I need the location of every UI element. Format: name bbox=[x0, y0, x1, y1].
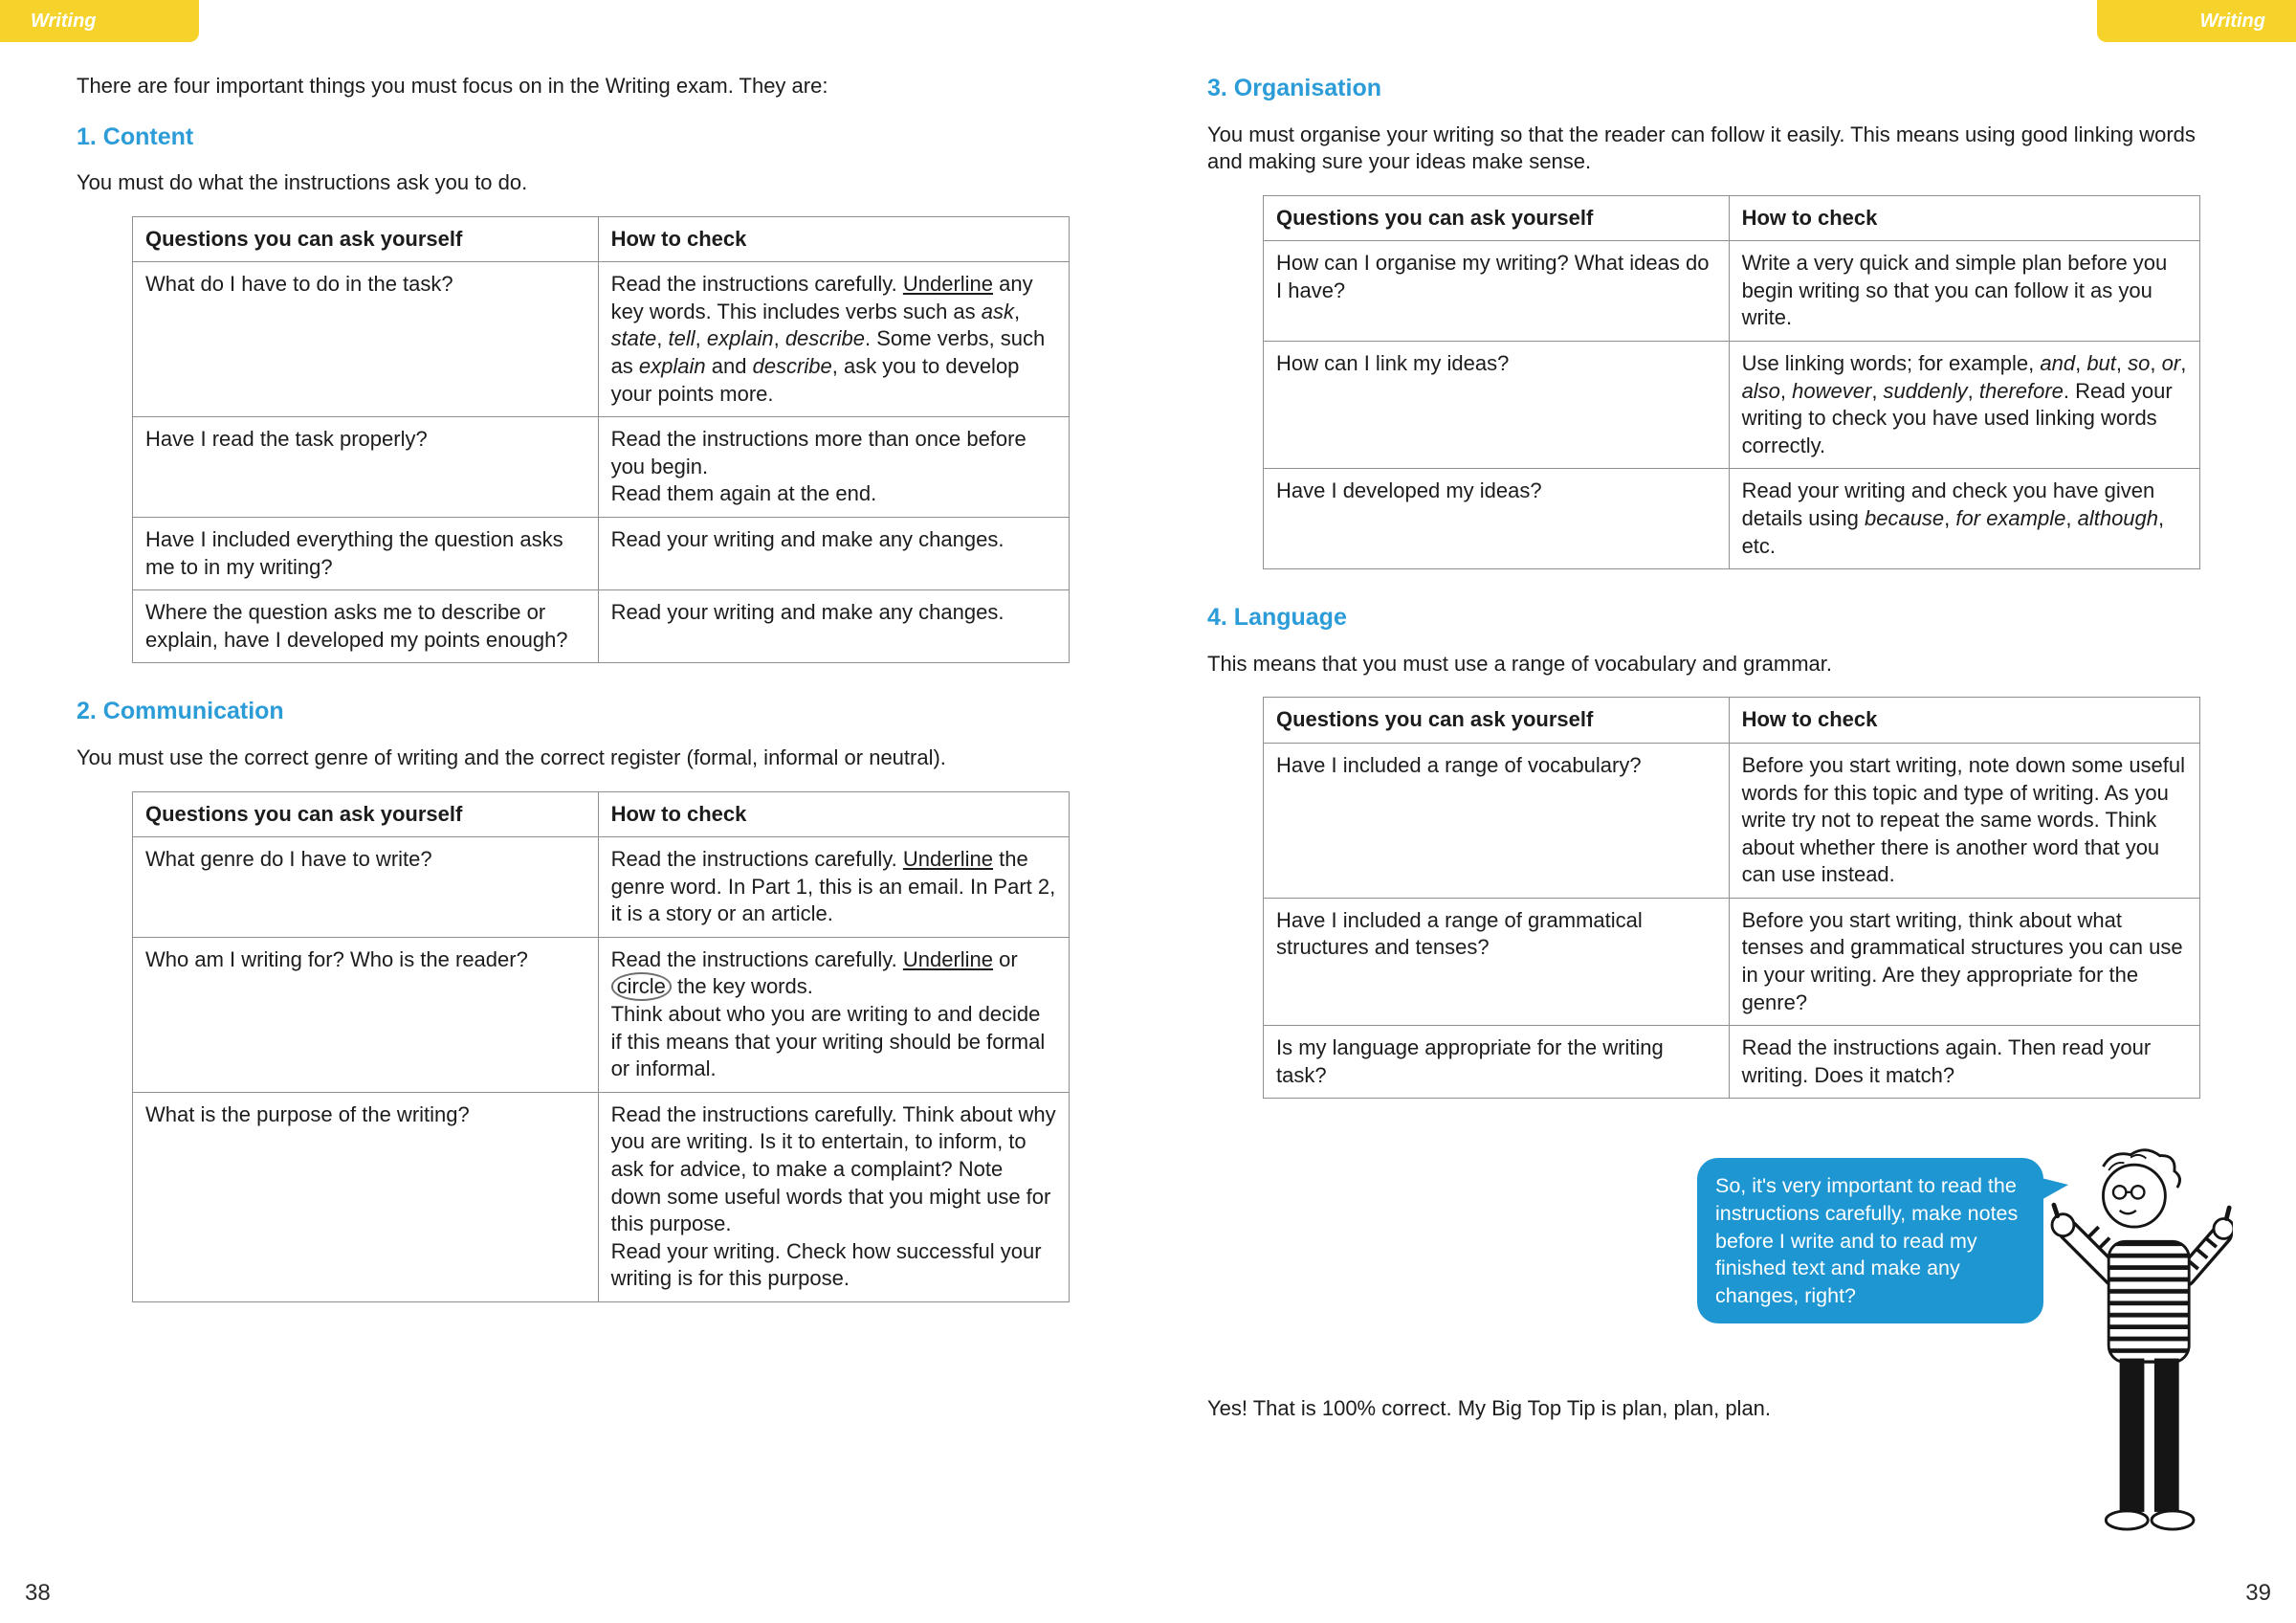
table-header-how-to-check: How to check bbox=[1729, 698, 2199, 744]
section-lead-communication: You must use the correct genre of writing and the correct register (formal, informal or neutral). bbox=[77, 745, 946, 769]
table-row bbox=[133, 1092, 1070, 1301]
question-cell: What genre do I have to write? bbox=[133, 837, 599, 938]
page-left bbox=[77, 73, 1071, 1581]
page-number-left: 38 bbox=[25, 1579, 51, 1606]
table-row bbox=[133, 417, 1070, 518]
answer-cell: Read your writing and make any changes. bbox=[598, 590, 1069, 663]
answer-cell: Read the instructions carefully. Think about why you are writing. Is it to entertain, to inform, to ask for advice, to make a complaint? Note down some useful words that you might use for this purpose. Read your writing. Check how successful your writing is for this purpose. bbox=[598, 1092, 1069, 1301]
table-row bbox=[133, 937, 1070, 1092]
section-heading-communication: 2. Communication bbox=[77, 698, 284, 725]
table-row bbox=[1264, 342, 2200, 469]
answer-cell: Read your writing and make any changes. bbox=[598, 518, 1069, 590]
table-row bbox=[1264, 898, 2200, 1025]
answer-cell: Before you start writing, note down some useful words for this topic and type of writing. As you write try not to repeat the same words. Think about whether there is another word that you can use instead. bbox=[1729, 743, 2199, 898]
table-row bbox=[133, 590, 1070, 663]
table-header-row bbox=[1264, 195, 2200, 241]
language-table bbox=[1263, 697, 2200, 1099]
table-header-questions: Questions you can ask yourself bbox=[133, 791, 599, 837]
table-row bbox=[1264, 1026, 2200, 1099]
question-cell: What is the purpose of the writing? bbox=[133, 1092, 599, 1301]
section-communication bbox=[77, 696, 1071, 1302]
answer-cell: Read the instructions carefully. Underline the genre word. In Part 1, this is an email. In Part 2, it is a story or an article. bbox=[598, 837, 1069, 938]
answer-cell: Read the instructions more than once before you begin. Read them again at the end. bbox=[598, 417, 1069, 518]
person-illustration-icon bbox=[2032, 1129, 2233, 1569]
table-row bbox=[133, 518, 1070, 590]
speech-bubble-text: So, it's very important to read the instructions carefully, make notes before I write and to read my finished text and make any changes, right? bbox=[1715, 1174, 2019, 1307]
writing-tab-right: Writing bbox=[2097, 0, 2296, 42]
section-lead-organisation: You must organise your writing so that the reader can follow it easily. This means using good linking words and making sure your ideas make sense. bbox=[1207, 122, 2196, 174]
table-header-how-to-check: How to check bbox=[598, 791, 1069, 837]
content-table bbox=[132, 216, 1070, 664]
answer-cell: Read your writing and check you have given details using because, for example, although, etc. bbox=[1729, 469, 2199, 569]
question-cell: Have I read the task properly? bbox=[133, 417, 599, 518]
table-header-how-to-check: How to check bbox=[598, 216, 1069, 262]
answer-cell: Write a very quick and simple plan before you begin writing so that you can follow it as you write. bbox=[1729, 241, 2199, 342]
table-header-questions: Questions you can ask yourself bbox=[1264, 698, 1730, 744]
table-header-how-to-check: How to check bbox=[1729, 195, 2199, 241]
table-header-questions: Questions you can ask yourself bbox=[1264, 195, 1730, 241]
mascot-area bbox=[1207, 1131, 2202, 1581]
communication-table bbox=[132, 791, 1070, 1303]
question-cell: Is my language appropriate for the writing task? bbox=[1264, 1026, 1730, 1099]
page-right bbox=[1207, 73, 2202, 1581]
table-row bbox=[1264, 241, 2200, 342]
table-row bbox=[1264, 469, 2200, 569]
question-cell: Have I included a range of grammatical structures and tenses? bbox=[1264, 898, 1730, 1025]
table-row bbox=[133, 837, 1070, 938]
section-content bbox=[77, 122, 1071, 664]
answer-cell: Before you start writing, think about what tenses and grammatical structures you can use in your writing. Are they appropriate for the genre? bbox=[1729, 898, 2199, 1025]
intro-text: There are four important things you must focus on in the Writing exam. They are: bbox=[77, 74, 828, 98]
section-lead-content: You must do what the instructions ask you to do. bbox=[77, 170, 528, 195]
page-number-right: 39 bbox=[2245, 1579, 2271, 1606]
table-header-row bbox=[133, 216, 1070, 262]
mascot-illustration bbox=[2032, 1129, 2233, 1569]
answer-cell: Read the instructions carefully. Underline or circle the key words. Think about who you are writing to and decide if this means that your writing should be formal or informal. bbox=[598, 937, 1069, 1092]
section-language bbox=[1207, 602, 2202, 1099]
question-cell: Have I included a range of vocabulary? bbox=[1264, 743, 1730, 898]
section-heading-organisation: 3. Organisation bbox=[1207, 75, 1381, 101]
table-row bbox=[1264, 743, 2200, 898]
section-heading-language: 4. Language bbox=[1207, 604, 1347, 632]
question-cell: How can I organise my writing? What ideas do I have? bbox=[1264, 241, 1730, 342]
table-header-questions: Questions you can ask yourself bbox=[133, 216, 599, 262]
table-header-row bbox=[1264, 698, 2200, 744]
table-row bbox=[133, 262, 1070, 417]
answer-cell: Read the instructions again. Then read your writing. Does it match? bbox=[1729, 1026, 2199, 1099]
organisation-table bbox=[1263, 195, 2200, 570]
section-lead-language: This means that you must use a range of vocabulary and grammar. bbox=[1207, 651, 1832, 676]
section-heading-content: 1. Content bbox=[77, 122, 194, 150]
table-header-row bbox=[133, 791, 1070, 837]
question-cell: Who am I writing for? Who is the reader? bbox=[133, 937, 599, 1092]
question-cell: Have I developed my ideas? bbox=[1264, 469, 1730, 569]
question-cell: Have I included everything the question asks me to in my writing? bbox=[133, 518, 599, 590]
answer-cell: Read the instructions carefully. Underline any key words. This includes verbs such as ask, state, tell, explain, describe. Some verbs, such as explain and describe, ask you to develop your points more. bbox=[598, 262, 1069, 417]
question-cell: Where the question asks me to describe or explain, have I developed my points enough? bbox=[133, 590, 599, 663]
question-cell: What do I have to do in the task? bbox=[133, 262, 599, 417]
writing-tab-left: Writing bbox=[0, 0, 199, 42]
section-organisation bbox=[1207, 73, 2202, 569]
question-cell: How can I link my ideas? bbox=[1264, 342, 1730, 469]
answer-cell: Use linking words; for example, and, but, so, or, also, however, suddenly, therefore. Read your writing to check you have used linking words correctly. bbox=[1729, 342, 2199, 469]
answer-line: Yes! That is 100% correct. My Big Top Tip is plan, plan, plan. bbox=[1207, 1396, 1772, 1421]
speech-bubble bbox=[1697, 1158, 2043, 1323]
